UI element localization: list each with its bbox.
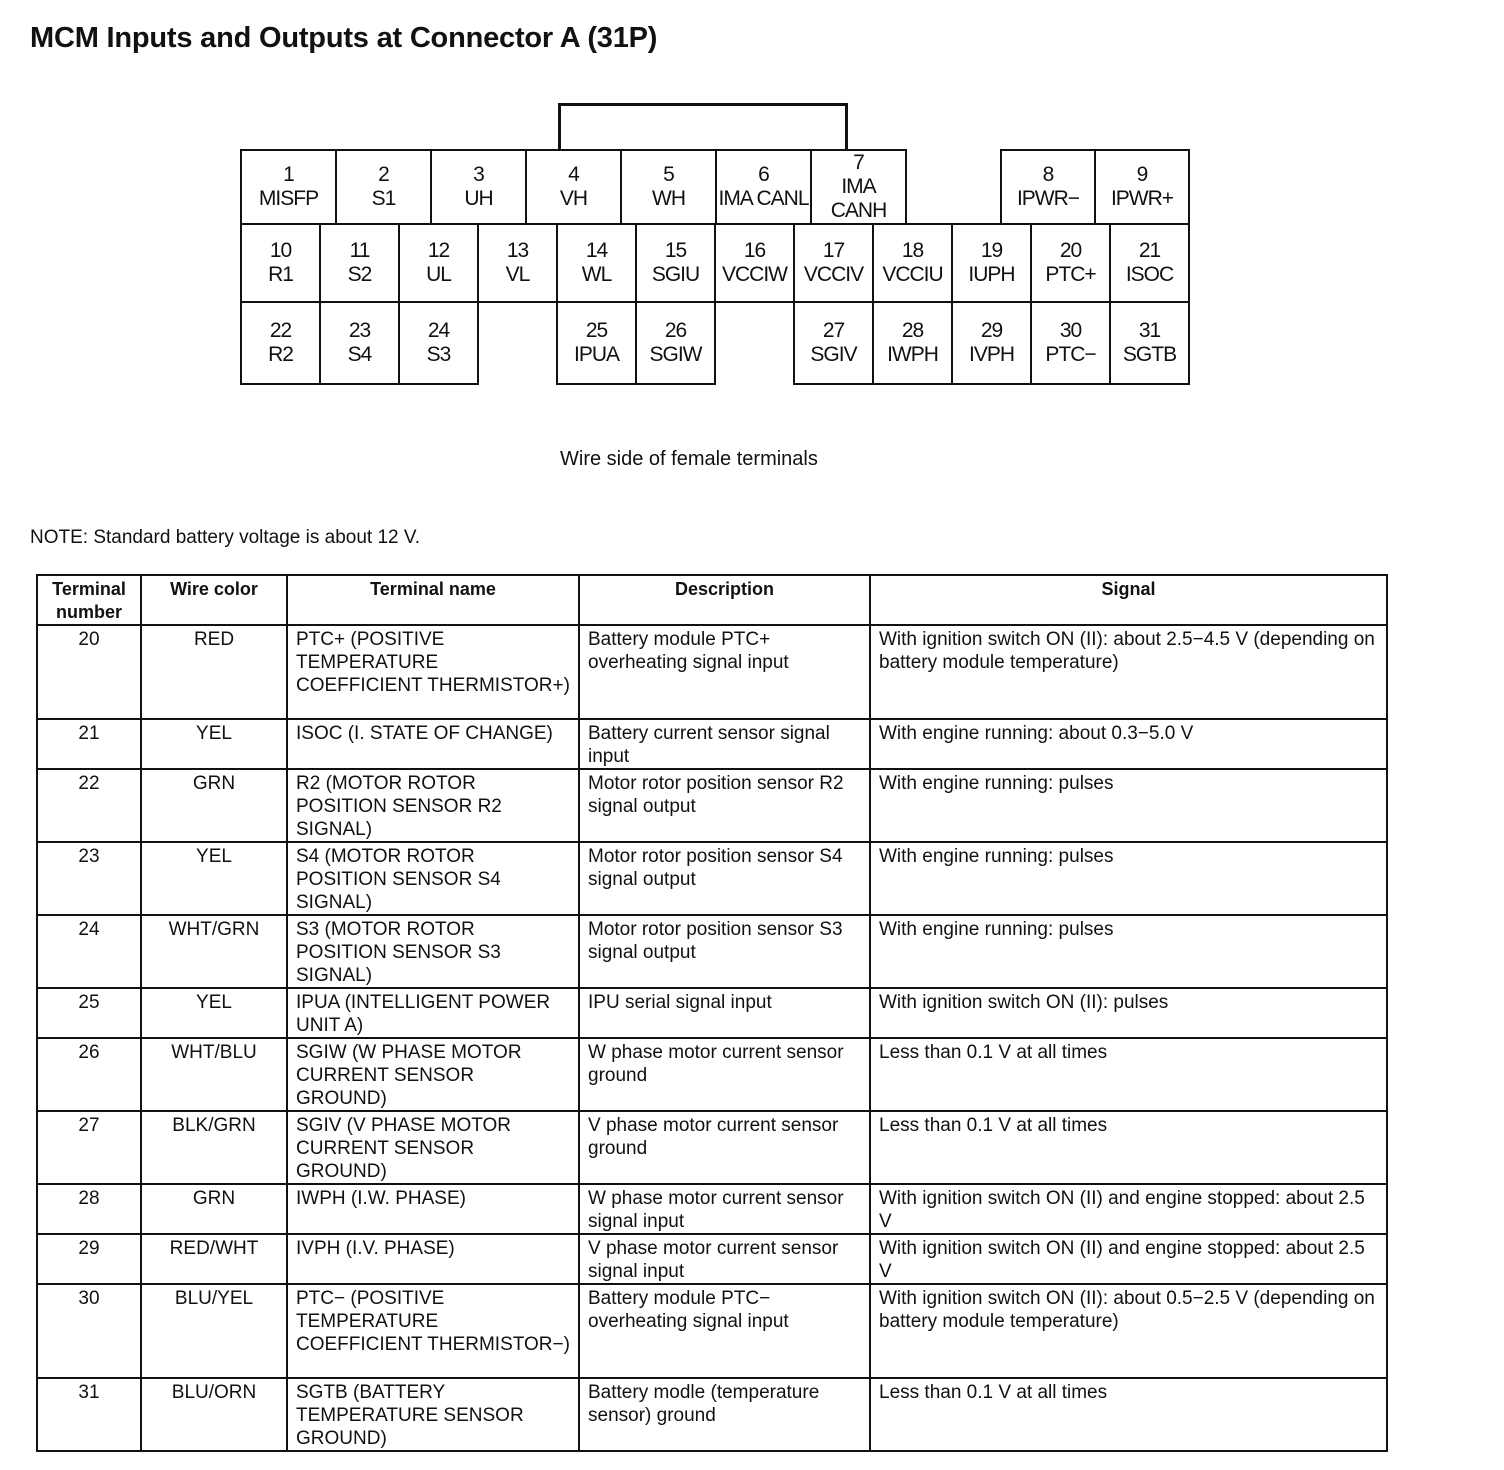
terminal-number-cell: 23 (37, 842, 141, 915)
pin-signal-label: IVPH (968, 343, 1014, 366)
pin-number: 12 (427, 239, 450, 262)
connector-diagram (240, 103, 1192, 388)
note-text: NOTE: Standard battery voltage is about 12 V. (30, 527, 421, 548)
table-header-row (37, 575, 1387, 625)
table-row (37, 1234, 1387, 1284)
signal-cell: With engine running: pulses (870, 842, 1387, 915)
signal-cell: With ignition switch ON (II) and engine stopped: about 2.5 V (870, 1234, 1387, 1284)
pin-signal-label: VCCIU (882, 263, 943, 286)
connector-pin-19 (951, 223, 1032, 303)
pin-number: 25 (585, 319, 608, 342)
pin-number: 22 (269, 319, 292, 342)
terminal-number-cell: 31 (37, 1378, 141, 1451)
pin-number: 26 (664, 319, 687, 342)
pin-number: 10 (269, 239, 292, 262)
pin-number: 31 (1138, 319, 1161, 342)
terminal-name-cell: PTC− (POSITIVE TEMPERATURE COEFFICIENT THERMISTOR−) (287, 1284, 579, 1378)
pin-number: 20 (1059, 239, 1082, 262)
pin-number: 19 (980, 239, 1003, 262)
pin-signal-label: WL (581, 263, 612, 286)
pin-signal-label: UH (464, 187, 493, 210)
header-terminal-name: Terminal name (287, 575, 579, 625)
header-signal: Signal (870, 575, 1387, 625)
wire-color-cell: WHT/GRN (141, 915, 287, 988)
signal-cell: With engine running: pulses (870, 769, 1387, 842)
description-cell: Battery module PTC+ overheating signal input (579, 625, 870, 719)
pin-number: 23 (348, 319, 371, 342)
pin-number: 3 (473, 163, 484, 186)
wire-color-cell: BLK/GRN (141, 1111, 287, 1184)
table-row (37, 1184, 1387, 1234)
terminal-number-cell: 22 (37, 769, 141, 842)
signal-cell: With ignition switch ON (II): pulses (870, 988, 1387, 1038)
pin-signal-label: PTC+ (1045, 263, 1096, 286)
connector-pin-13 (477, 223, 558, 303)
connector-pin-14 (556, 223, 637, 303)
terminal-name-cell: ISOC (I. STATE OF CHANGE) (287, 719, 579, 769)
pin-signal-label: S3 (426, 343, 451, 366)
connector-pin-12 (398, 223, 479, 303)
pin-signal-label: R1 (268, 263, 293, 286)
pin-number: 7 (853, 151, 864, 174)
table-row (37, 1284, 1387, 1378)
pin-number: 14 (585, 239, 608, 262)
pin-number: 2 (378, 163, 389, 186)
header-description: Description (579, 575, 870, 625)
wire-color-cell: BLU/YEL (141, 1284, 287, 1378)
terminal-number-cell: 20 (37, 625, 141, 719)
signal-cell: Less than 0.1 V at all times (870, 1378, 1387, 1451)
pin-signal-label: IPUA (573, 343, 619, 366)
connector-pin-23 (319, 301, 400, 385)
table-row (37, 625, 1387, 719)
wire-color-cell: RED/WHT (141, 1234, 287, 1284)
table-row (37, 719, 1387, 769)
connector-pin-2 (335, 149, 432, 225)
pin-number: 17 (822, 239, 845, 262)
signal-cell: With ignition switch ON (II): about 2.5−4.5 V (depending on battery module temperature) (870, 625, 1387, 719)
pin-number: 29 (980, 319, 1003, 342)
table-row (37, 769, 1387, 842)
pin-number: 21 (1138, 239, 1161, 262)
wire-color-cell: YEL (141, 719, 287, 769)
terminal-name-cell: IWPH (I.W. PHASE) (287, 1184, 579, 1234)
description-cell: Battery current sensor signal input (579, 719, 870, 769)
description-cell: V phase motor current sensor signal input (579, 1234, 870, 1284)
connector-pin-10 (240, 223, 321, 303)
terminal-number-cell: 29 (37, 1234, 141, 1284)
page-title: MCM Inputs and Outputs at Connector A (31P) (30, 22, 658, 54)
connector-pin-5 (620, 149, 717, 225)
connector-latch (558, 103, 848, 149)
signal-cell: Less than 0.1 V at all times (870, 1111, 1387, 1184)
pin-number: 27 (822, 319, 845, 342)
connector-pin-28 (872, 301, 953, 385)
table-row (37, 842, 1387, 915)
connector-pin-29 (951, 301, 1032, 385)
connector-pin-8 (1000, 149, 1096, 225)
description-cell: Battery module PTC− overheating signal input (579, 1284, 870, 1378)
terminal-name-cell: SGIV (V PHASE MOTOR CURRENT SENSOR GROUND) (287, 1111, 579, 1184)
pin-signal-label: UL (426, 263, 451, 286)
pin-signal-label: R2 (268, 343, 293, 366)
pin-number: 5 (663, 163, 674, 186)
pin-signal-label: SGIU (651, 263, 700, 286)
pin-number: 1 (283, 163, 294, 186)
terminal-number-cell: 28 (37, 1184, 141, 1234)
description-cell: V phase motor current sensor ground (579, 1111, 870, 1184)
description-cell: Motor rotor position sensor S3 signal output (579, 915, 870, 988)
io-table (36, 574, 1388, 1452)
pin-signal-label: VL (505, 263, 530, 286)
connector-pin-21 (1109, 223, 1190, 303)
connector-pin-11 (319, 223, 400, 303)
pin-signal-label: IPWR− (1016, 187, 1080, 210)
description-cell: Motor rotor position sensor S4 signal output (579, 842, 870, 915)
terminal-name-cell: S3 (MOTOR ROTOR POSITION SENSOR S3 SIGNAL) (287, 915, 579, 988)
pin-number: 6 (758, 163, 769, 186)
signal-cell: With ignition switch ON (II) and engine stopped: about 2.5 V (870, 1184, 1387, 1234)
description-cell: Motor rotor position sensor R2 signal output (579, 769, 870, 842)
terminal-name-cell: SGTB (BATTERY TEMPERATURE SENSOR GROUND) (287, 1378, 579, 1451)
connector-pin-20 (1030, 223, 1111, 303)
pin-signal-label: IMA CANH (830, 175, 887, 222)
pin-signal-label: ISOC (1125, 263, 1174, 286)
wire-color-cell: RED (141, 625, 287, 719)
pin-signal-label: WH (652, 187, 685, 210)
connector-pin-9 (1094, 149, 1190, 225)
connector-pin-27 (793, 301, 874, 385)
pin-number: 16 (743, 239, 766, 262)
connector-pin-25 (556, 301, 637, 385)
pin-signal-label: S1 (371, 187, 396, 210)
pin-signal-label: MISFP (258, 187, 319, 210)
wire-color-cell: WHT/BLU (141, 1038, 287, 1111)
connector-pin-18 (872, 223, 953, 303)
wire-color-cell: YEL (141, 988, 287, 1038)
pin-number: 24 (427, 319, 450, 342)
connector-pin-22 (240, 301, 321, 385)
pin-number: 13 (506, 239, 529, 262)
pin-signal-label: S4 (347, 343, 372, 366)
pin-signal-label: VCCIV (803, 263, 864, 286)
table-row (37, 1111, 1387, 1184)
signal-cell: With engine running: about 0.3−5.0 V (870, 719, 1387, 769)
wire-color-cell: BLU/ORN (141, 1378, 287, 1451)
terminal-number-cell: 26 (37, 1038, 141, 1111)
terminal-name-cell: IPUA (INTELLIGENT POWER UNIT A) (287, 988, 579, 1038)
pin-number: 15 (664, 239, 687, 262)
connector-pin-6 (715, 149, 812, 225)
table-row (37, 915, 1387, 988)
connector-pin-7 (810, 149, 907, 225)
pin-signal-label: SGTB (1122, 343, 1177, 366)
terminal-number-cell: 27 (37, 1111, 141, 1184)
connector-pin-15 (635, 223, 716, 303)
pin-signal-label: PTC− (1045, 343, 1096, 366)
signal-cell: With ignition switch ON (II): about 0.5−2.5 V (depending on battery module temperature) (870, 1284, 1387, 1378)
terminal-number-cell: 21 (37, 719, 141, 769)
connector-pin-3 (430, 149, 527, 225)
connector-pin-4 (525, 149, 622, 225)
pin-signal-label: VCCIW (722, 263, 787, 286)
terminal-name-cell: IVPH (I.V. PHASE) (287, 1234, 579, 1284)
connector-pin-1 (240, 149, 337, 225)
terminal-name-cell: R2 (MOTOR ROTOR POSITION SENSOR R2 SIGNAL) (287, 769, 579, 842)
pin-signal-label: IUPH (968, 263, 1015, 286)
pin-signal-label: IWPH (887, 343, 938, 366)
terminal-name-cell: SGIW (W PHASE MOTOR CURRENT SENSOR GROUND) (287, 1038, 579, 1111)
table-row (37, 988, 1387, 1038)
connector-pin-26 (635, 301, 716, 385)
connector-caption: Wire side of female terminals (560, 448, 818, 470)
wire-color-cell: GRN (141, 1184, 287, 1234)
description-cell: IPU serial signal input (579, 988, 870, 1038)
terminal-number-cell: 30 (37, 1284, 141, 1378)
terminal-number-cell: 24 (37, 915, 141, 988)
signal-cell: With engine running: pulses (870, 915, 1387, 988)
pin-signal-label: IMA CANL (718, 187, 809, 210)
description-cell: Battery modle (temperature sensor) ground (579, 1378, 870, 1451)
pin-signal-label: IPWR+ (1110, 187, 1174, 210)
pin-number: 28 (901, 319, 924, 342)
connector-pin-17 (793, 223, 874, 303)
pin-number: 11 (349, 239, 370, 262)
header-wire-color: Wire color (141, 575, 287, 625)
connector-pin-24 (398, 301, 479, 385)
signal-cell: Less than 0.1 V at all times (870, 1038, 1387, 1111)
terminal-name-cell: S4 (MOTOR ROTOR POSITION SENSOR S4 SIGNAL) (287, 842, 579, 915)
pin-number: 4 (568, 163, 579, 186)
wire-color-cell: GRN (141, 769, 287, 842)
pin-signal-label: S2 (347, 263, 372, 286)
table-row (37, 1038, 1387, 1111)
connector-pin-16 (714, 223, 795, 303)
connector-pin-31 (1109, 301, 1190, 385)
terminal-number-cell: 25 (37, 988, 141, 1038)
wire-color-cell: YEL (141, 842, 287, 915)
pin-number: 8 (1042, 163, 1054, 186)
pin-number: 18 (901, 239, 924, 262)
terminal-name-cell: PTC+ (POSITIVE TEMPERATURE COEFFICIENT THERMISTOR+) (287, 625, 579, 719)
connector-pin-30 (1030, 301, 1111, 385)
header-terminal-number: Terminal number (37, 575, 141, 625)
pin-signal-label: SGIV (810, 343, 857, 366)
description-cell: W phase motor current sensor ground (579, 1038, 870, 1111)
description-cell: W phase motor current sensor signal input (579, 1184, 870, 1234)
pin-signal-label: SGIW (649, 343, 702, 366)
pin-number: 30 (1059, 319, 1082, 342)
pin-number: 9 (1136, 163, 1148, 186)
pin-signal-label: VH (559, 187, 588, 210)
table-row (37, 1378, 1387, 1451)
